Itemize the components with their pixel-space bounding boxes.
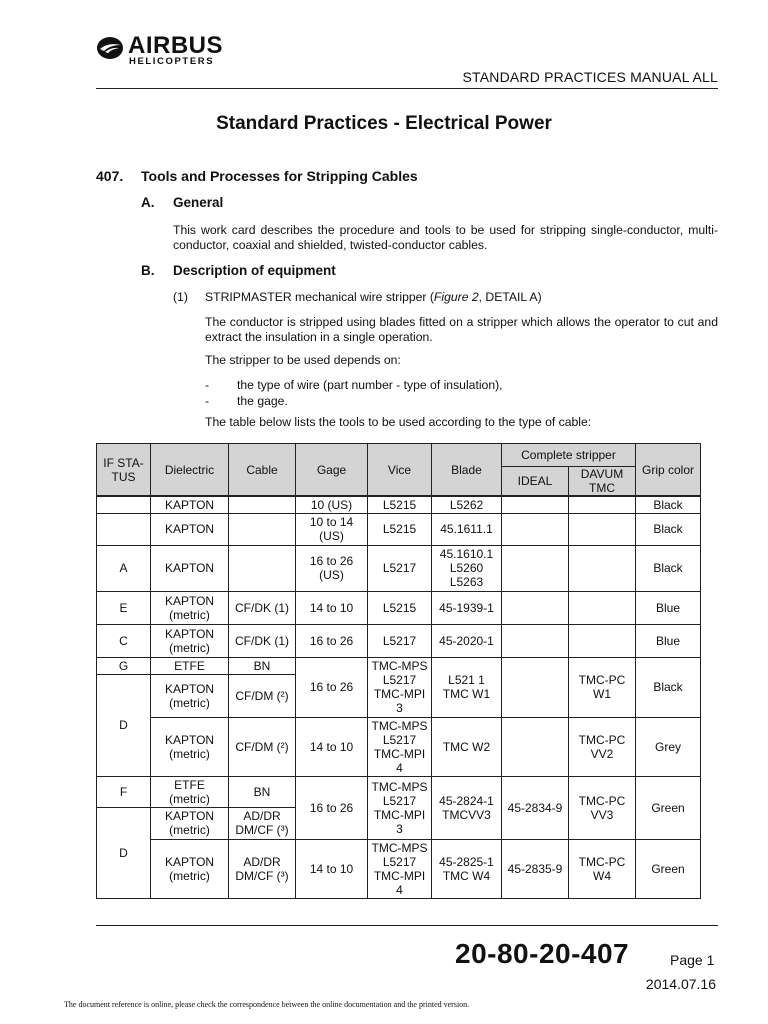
cell-cable: AD/DR DM/CF (³) (229, 807, 296, 839)
cell-ideal (502, 591, 569, 624)
cell-davum (569, 496, 636, 513)
header-grip-color: Grip color (636, 444, 701, 497)
cell-dielectric: KAPTON (metric) (151, 591, 229, 624)
footer-divider (96, 925, 718, 926)
subsection-b-title: Description of equipment (173, 263, 336, 278)
cell-dielectric: KAPTON (metric) (151, 717, 229, 776)
cell-vice: L5215 (368, 496, 432, 513)
cell-grip: Black (636, 657, 701, 717)
bullet-dash: - (205, 394, 210, 408)
cell-ideal (502, 513, 569, 545)
table-row (97, 545, 701, 591)
cell-dielectric: ETFE (metric) (151, 776, 229, 807)
header-cable: Cable (229, 444, 296, 497)
cell-blade: 45-2824-1 TMCVV3 (432, 776, 502, 839)
subsection-a-letter: A. (141, 195, 155, 210)
cell-vice: L5217 (368, 624, 432, 657)
bullet-item: the type of wire (part number - type of insulation), (237, 378, 503, 392)
cell-dielectric: KAPTON (metric) (151, 674, 229, 717)
cell-dielectric: ETFE (151, 657, 229, 674)
cell-vice: L5215 (368, 513, 432, 545)
cell-cable: BN (229, 776, 296, 807)
header-blade: Blade (432, 444, 502, 497)
cell-grip: Black (636, 513, 701, 545)
cell-gage: 16 to 26 (296, 657, 368, 717)
header-ideal: IDEAL (502, 467, 569, 497)
tools-table (96, 443, 701, 899)
figure-2-link[interactable]: Figure 2 (433, 290, 479, 304)
cell-gage: 16 to 26 (296, 776, 368, 839)
bullet-dash: - (205, 378, 210, 392)
cell-grip: Black (636, 496, 701, 513)
section-number: 407. (96, 168, 124, 184)
cell-cable: CF/DK (1) (229, 591, 296, 624)
cell-davum (569, 624, 636, 657)
header-vice: Vice (368, 444, 432, 497)
cell-cable: BN (229, 657, 296, 674)
cell-ideal: 45-2835-9 (502, 839, 569, 898)
airbus-helicopters-logo (96, 34, 236, 74)
paragraph-depends: The stripper to be used depends on: (205, 353, 401, 367)
table-row (97, 717, 701, 776)
document-title: Standard Practices - Electrical Power (216, 113, 552, 134)
subsection-a-title: General (173, 195, 224, 210)
cell-davum: TMC-PC VV2 (569, 717, 636, 776)
paragraph-stripping: The conductor is stripped using blades fitted on a stripper which allows the operator to cut and extract the insulation in a single operation. (205, 315, 718, 344)
cell-ideal (502, 624, 569, 657)
cell-dielectric: KAPTON (metric) (151, 839, 229, 898)
table-row (97, 496, 701, 513)
cell-dielectric: KAPTON (151, 545, 229, 591)
cell-gage: 10 to 14 (US) (296, 513, 368, 545)
cell-blade: 45-2825-1 TMC W4 (432, 839, 502, 898)
cell-davum (569, 591, 636, 624)
cell-davum: TMC-PC W4 (569, 839, 636, 898)
item-1-text-after: , DETAIL A) (478, 290, 542, 304)
cell-blade: 45.1610.1 L5260 L5263 (432, 545, 502, 591)
cell-dielectric: KAPTON (151, 513, 229, 545)
cell-grip: Green (636, 839, 701, 898)
item-1-text (205, 290, 542, 305)
cell-grip: Grey (636, 717, 701, 776)
cell-ideal (502, 545, 569, 591)
cell-vice: TMC-MPS L5217 TMC-MPI 4 (368, 839, 432, 898)
cell-blade: TMC W2 (432, 717, 502, 776)
header-dielectric: Dielectric (151, 444, 229, 497)
item-1-text-before: STRIPMASTER mechanical wire stripper ( (205, 290, 434, 304)
airbus-logo-mark-icon (96, 36, 124, 60)
brand-subtitle: HELICOPTERS (129, 56, 215, 67)
cell-status: D (97, 807, 151, 898)
cell-ideal: 45-2834-9 (502, 776, 569, 839)
page-number: Page 1 (670, 952, 715, 968)
cell-gage: 14 to 10 (296, 717, 368, 776)
cell-gage: 10 (US) (296, 496, 368, 513)
cell-status (97, 513, 151, 545)
cell-status: D (97, 674, 151, 776)
cell-cable: CF/DM (²) (229, 717, 296, 776)
cell-blade: 45-1939-1 (432, 591, 502, 624)
cell-ideal (502, 657, 569, 717)
cell-gage: 16 to 26 (US) (296, 545, 368, 591)
cell-grip: Blue (636, 591, 701, 624)
subsection-a-text: This work card describes the procedure and tools to be used for stripping single-conductor, multi-conductor, coaxial and shielded, twisted-conductor cables. (173, 223, 718, 252)
cell-status: E (97, 591, 151, 624)
table-row (97, 839, 701, 898)
revision-date: 2014.07.16 (645, 976, 716, 992)
cell-status: C (97, 624, 151, 657)
cell-dielectric: KAPTON (metric) (151, 807, 229, 839)
cell-gage: 14 to 10 (296, 839, 368, 898)
cell-cable: CF/DK (1) (229, 624, 296, 657)
table-row (97, 513, 701, 545)
cell-status: G (97, 657, 151, 674)
table-row (97, 624, 701, 657)
table-row (97, 657, 701, 674)
cell-gage: 14 to 10 (296, 591, 368, 624)
footer-note: The document reference is online, please check the correspondence between the online documentation and the printed version. (64, 1000, 470, 1009)
cell-vice: TMC-MPS L5217 TMC-MPI 3 (368, 776, 432, 839)
header-if-status: IF STA-TUS (97, 444, 151, 497)
cell-dielectric: KAPTON (151, 496, 229, 513)
header-complete-stripper: Complete stripper (502, 444, 636, 467)
cell-davum: TMC-PC VV3 (569, 776, 636, 839)
cell-cable (229, 513, 296, 545)
cell-vice: TMC-MPS L5217 TMC-MPI 4 (368, 717, 432, 776)
cell-grip: Black (636, 545, 701, 591)
cell-status (97, 496, 151, 513)
document-reference: 20-80-20-407 (455, 938, 630, 969)
cell-blade: L521 1 TMC W1 (432, 657, 502, 717)
bullet-item: the gage. (237, 394, 288, 408)
cell-grip: Blue (636, 624, 701, 657)
table-row (97, 591, 701, 624)
table-row (97, 776, 701, 807)
cell-vice: TMC-MPS L5217 TMC-MPI 3 (368, 657, 432, 717)
cell-status: A (97, 545, 151, 591)
section-title: Tools and Processes for Stripping Cables (141, 168, 418, 184)
cell-vice: L5217 (368, 545, 432, 591)
cell-davum: TMC-PC W1 (569, 657, 636, 717)
cell-blade: 45-2020-1 (432, 624, 502, 657)
cell-davum (569, 513, 636, 545)
cell-ideal (502, 717, 569, 776)
cell-gage: 16 to 26 (296, 624, 368, 657)
cell-cable: CF/DM (²) (229, 674, 296, 717)
cell-blade: L5262 (432, 496, 502, 513)
cell-vice: L5215 (368, 591, 432, 624)
cell-davum (569, 545, 636, 591)
cell-cable (229, 545, 296, 591)
cell-ideal (502, 496, 569, 513)
cell-cable (229, 496, 296, 513)
cell-dielectric: KAPTON (metric) (151, 624, 229, 657)
subsection-b-letter: B. (141, 263, 155, 278)
header-divider (96, 88, 718, 89)
item-1-number: (1) (173, 290, 188, 304)
cell-blade: 45.1611.1 (432, 513, 502, 545)
manual-title: STANDARD PRACTICES MANUAL ALL (462, 69, 718, 85)
header-davum: DAVUM TMC (569, 467, 636, 497)
cell-grip: Green (636, 776, 701, 839)
brand-name: AIRBUS (128, 32, 224, 59)
header-gage: Gage (296, 444, 368, 497)
paragraph-table-intro: The table below lists the tools to be used according to the type of cable: (205, 415, 592, 429)
cell-cable: AD/DR DM/CF (³) (229, 839, 296, 898)
cell-status: F (97, 776, 151, 807)
